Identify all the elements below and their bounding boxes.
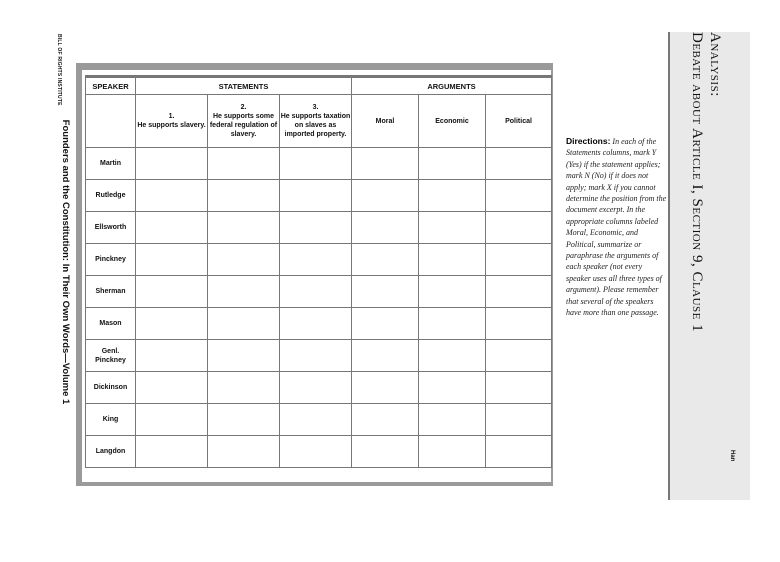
answer-cell[interactable] — [486, 244, 552, 276]
answer-cell[interactable] — [352, 212, 419, 244]
page-edge-text: Han — [729, 450, 735, 462]
table-row — [86, 436, 552, 468]
answer-cell[interactable] — [136, 340, 208, 372]
answer-cell[interactable] — [136, 276, 208, 308]
answer-cell[interactable] — [136, 372, 208, 404]
argument-header-economic: Economic — [419, 95, 486, 148]
answer-cell[interactable] — [486, 436, 552, 468]
answer-cell[interactable] — [208, 404, 280, 436]
answer-cell[interactable] — [280, 308, 352, 340]
statement-number: 2. — [240, 104, 247, 111]
answer-cell[interactable] — [208, 180, 280, 212]
answer-cell[interactable] — [352, 372, 419, 404]
answer-cell[interactable] — [352, 436, 419, 468]
speaker-name: Rutledge — [86, 180, 136, 212]
speaker-name: Langdon — [86, 436, 136, 468]
table-row — [86, 308, 552, 340]
publisher-logo: BILL OF RIGHTS INSTITUTE — [56, 34, 62, 106]
answer-cell[interactable] — [419, 404, 486, 436]
argument-header-political: Political — [486, 95, 552, 148]
answer-cell[interactable] — [352, 148, 419, 180]
answer-cell[interactable] — [136, 212, 208, 244]
title-line-2: Debate about Article I, Section 9, Clause 1 — [689, 32, 705, 333]
answer-cell[interactable] — [486, 404, 552, 436]
answer-cell[interactable] — [280, 372, 352, 404]
answer-cell[interactable] — [419, 244, 486, 276]
table-row — [86, 372, 552, 404]
page-title — [680, 32, 724, 562]
directions-label: Directions: — [566, 136, 611, 146]
answer-cell[interactable] — [280, 148, 352, 180]
table-row — [86, 180, 552, 212]
table-row — [86, 404, 552, 436]
answer-cell[interactable] — [352, 180, 419, 212]
statement-number: 3. — [312, 104, 319, 111]
answer-cell[interactable] — [136, 148, 208, 180]
speaker-subheader-blank — [86, 95, 136, 148]
answer-cell[interactable] — [486, 308, 552, 340]
title-line-1: Analysis: — [707, 32, 723, 97]
directions-body: In each of the Statements columns, mark Y (Yes) if the statement applies; mark N (No) if it does not apply; mark X if you cannot determine the position from the document excerpt. In the appropriate columns labeled Moral, Economic, and Political, summarize or paraphrase the arguments of each speaker (not every speaker uses all three types of argument). Please remember that several of the speakers have more than one passage. — [566, 137, 667, 318]
table-row — [86, 340, 552, 372]
answer-cell[interactable] — [280, 276, 352, 308]
answer-cell[interactable] — [136, 436, 208, 468]
answer-cell[interactable] — [208, 148, 280, 180]
answer-cell[interactable] — [419, 212, 486, 244]
table-row — [86, 244, 552, 276]
speaker-header: SPEAKER — [86, 77, 136, 95]
answer-cell[interactable] — [352, 340, 419, 372]
answer-cell[interactable] — [136, 308, 208, 340]
answer-cell[interactable] — [208, 212, 280, 244]
statement-header-2 — [208, 95, 280, 148]
answer-cell[interactable] — [136, 404, 208, 436]
speaker-name: Pinckney — [86, 244, 136, 276]
speaker-name: Sherman — [86, 276, 136, 308]
answer-cell[interactable] — [486, 276, 552, 308]
answer-cell[interactable] — [486, 340, 552, 372]
answer-cell[interactable] — [208, 436, 280, 468]
table-row — [86, 212, 552, 244]
answer-cell[interactable] — [280, 404, 352, 436]
statement-header-1 — [136, 95, 208, 148]
answer-cell[interactable] — [486, 372, 552, 404]
answer-cell[interactable] — [136, 244, 208, 276]
answer-cell[interactable] — [352, 308, 419, 340]
speaker-name: Mason — [86, 308, 136, 340]
answer-cell[interactable] — [208, 340, 280, 372]
answer-cell[interactable] — [419, 180, 486, 212]
table-row — [86, 148, 552, 180]
answer-cell[interactable] — [352, 244, 419, 276]
answer-cell[interactable] — [419, 340, 486, 372]
book-spine-title: Founders and the Constitution: In Their Own Words—Volume 1 — [60, 119, 71, 405]
answer-cell[interactable] — [208, 372, 280, 404]
answer-cell[interactable] — [486, 148, 552, 180]
answer-cell[interactable] — [280, 212, 352, 244]
speaker-name: King — [86, 404, 136, 436]
statements-header: STATEMENTS — [136, 77, 352, 95]
statement-text: He supports taxation on slaves as imported property. — [280, 113, 351, 138]
table-row — [86, 276, 552, 308]
statement-header-3 — [280, 95, 352, 148]
answer-cell[interactable] — [352, 276, 419, 308]
speaker-name: Martin — [86, 148, 136, 180]
answer-cell[interactable] — [208, 244, 280, 276]
statement-text: He supports slavery. — [137, 122, 206, 129]
directions-text — [566, 136, 668, 319]
answer-cell[interactable] — [280, 340, 352, 372]
answer-cell[interactable] — [280, 244, 352, 276]
answer-cell[interactable] — [136, 180, 208, 212]
answer-cell[interactable] — [352, 404, 419, 436]
answer-cell[interactable] — [486, 212, 552, 244]
answer-cell[interactable] — [419, 372, 486, 404]
answer-cell[interactable] — [419, 308, 486, 340]
answer-cell[interactable] — [486, 180, 552, 212]
answer-cell[interactable] — [419, 148, 486, 180]
speaker-name: Ellsworth — [86, 212, 136, 244]
answer-cell[interactable] — [208, 276, 280, 308]
argument-header-moral: Moral — [352, 95, 419, 148]
answer-cell[interactable] — [280, 436, 352, 468]
answer-cell[interactable] — [419, 276, 486, 308]
answer-cell[interactable] — [280, 180, 352, 212]
speaker-name: Genl. Pinckney — [86, 340, 136, 372]
arguments-header: ARGUMENTS — [352, 77, 552, 95]
statement-number: 1. — [168, 113, 175, 120]
answer-cell[interactable] — [208, 308, 280, 340]
statement-text: He supports some federal regulation of slavery. — [209, 113, 278, 138]
answer-cell[interactable] — [419, 436, 486, 468]
analysis-table — [85, 75, 552, 468]
speaker-name: Dickinson — [86, 372, 136, 404]
